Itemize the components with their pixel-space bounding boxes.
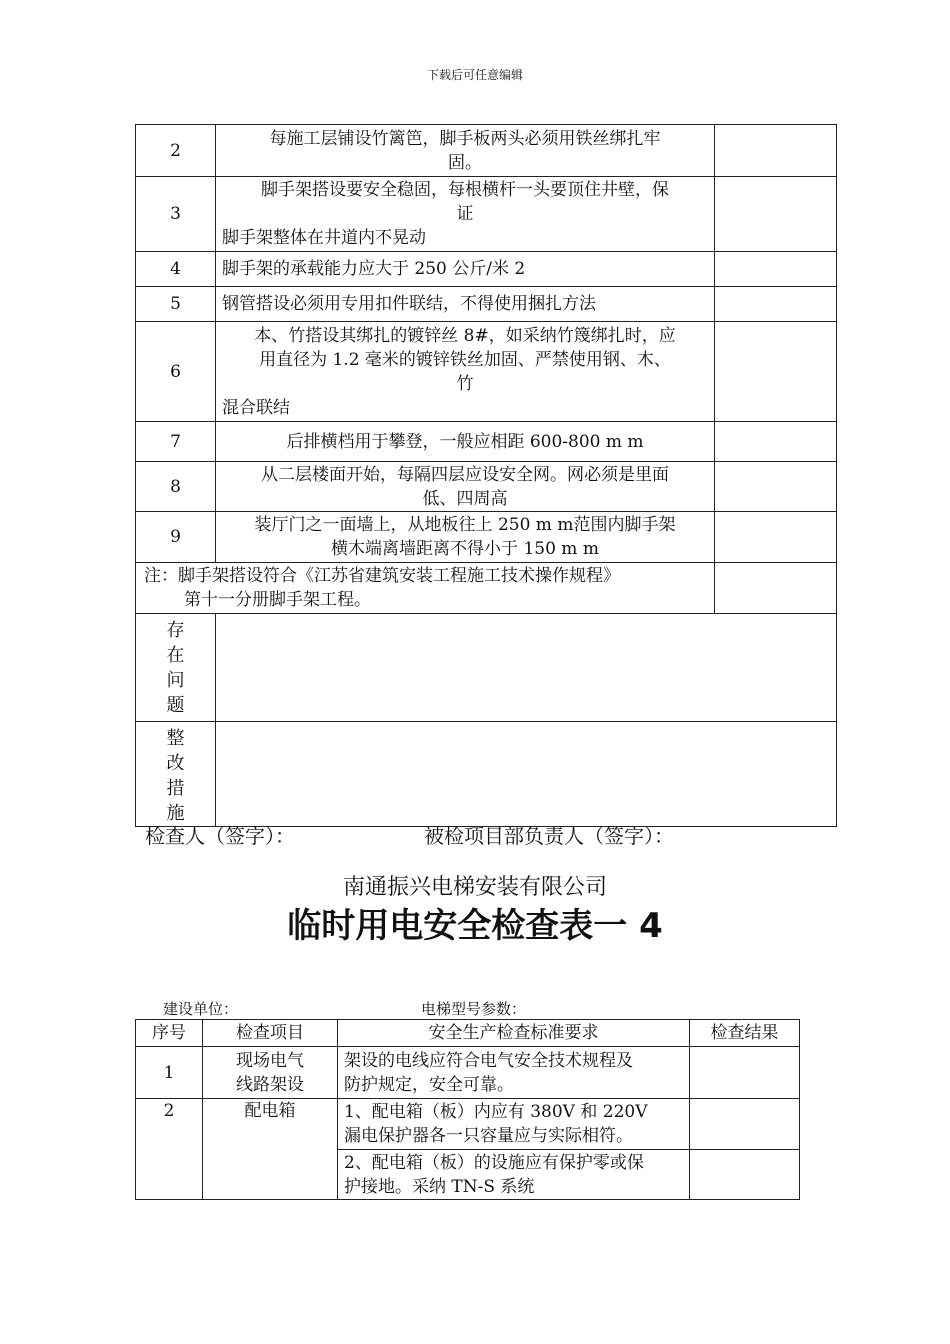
issues-label: 存 在 问 题	[136, 614, 216, 722]
row-number: 2	[136, 1099, 203, 1200]
table-row	[136, 462, 837, 512]
requirement-cell: 1、配电箱（板）内应有 380V 和 220V 漏电保护器各一只容量应与实际相符。	[338, 1099, 690, 1150]
table-row	[136, 1047, 800, 1099]
check-item: 现场电气 线路架设	[203, 1047, 338, 1099]
table-row	[136, 177, 837, 252]
table-row	[136, 287, 837, 322]
result-cell[interactable]	[715, 177, 837, 252]
measures-row	[136, 722, 837, 827]
elevator-model-label: 电梯型号参数：	[421, 1000, 527, 1018]
requirement-cell: 从二层楼面开始，每隔四层应设安全网。网必须是里面 低、四周高	[216, 462, 715, 512]
standard-note: 注：脚手架搭设符合《江苏省建筑安装工程施工技术操作规程》 第十一分册脚手架工程。	[136, 563, 715, 614]
inspector-signature-label: 检查人（签字）：	[145, 824, 295, 848]
result-cell[interactable]	[715, 462, 837, 512]
scaffold-checklist-table	[135, 124, 837, 827]
table-note-row	[136, 563, 837, 614]
result-cell[interactable]	[715, 563, 837, 614]
result-cell[interactable]	[690, 1099, 800, 1150]
requirement-cell: 后排横档用于攀登，一般应相距 600-800 m m	[216, 422, 715, 462]
header-item: 检查项目	[203, 1020, 338, 1047]
issues-row	[136, 614, 837, 722]
row-number: 2	[136, 125, 216, 177]
requirement-cell: 本、竹搭设其绑扎的镀锌丝 8#，如采纳竹篾绑扎时，应 用直径为 1.2 毫米的镀锌铁丝加固、严禁使用钢、木、 竹 混合联结	[216, 322, 715, 422]
result-cell[interactable]	[690, 1150, 800, 1200]
result-cell[interactable]	[715, 287, 837, 322]
row-number: 1	[136, 1047, 203, 1099]
row-number: 3	[136, 177, 216, 252]
check-item: 配电箱	[203, 1099, 338, 1200]
result-cell[interactable]	[715, 512, 837, 563]
requirement-cell: 2、配电箱（板）的设施应有保护零或保 护接地。采纳 TN-S 系统	[338, 1150, 690, 1200]
project-leader-signature-label: 被检项目部负责人（签字）：	[424, 824, 674, 848]
table-row	[136, 322, 837, 422]
table-row	[136, 1099, 800, 1150]
measures-field[interactable]	[216, 722, 837, 827]
header-requirement: 安全生产检查标准要求	[338, 1020, 690, 1047]
table-header-row	[136, 1020, 800, 1047]
measures-label: 整 改 措 施	[136, 722, 216, 827]
result-cell[interactable]	[690, 1047, 800, 1099]
table-row	[136, 512, 837, 563]
row-number: 9	[136, 512, 216, 563]
page-header: 下载后可任意编辑	[426, 68, 523, 82]
row-number: 7	[136, 422, 216, 462]
row-number: 4	[136, 252, 216, 287]
header-number: 序号	[136, 1020, 203, 1047]
electrical-checklist-table	[135, 1019, 800, 1200]
requirement-cell: 架设的电线应符合电气安全技术规程及 防护规定，安全可靠。	[338, 1047, 690, 1099]
construction-unit-label: 建设单位：	[163, 1000, 239, 1018]
table-row	[136, 252, 837, 287]
row-number: 8	[136, 462, 216, 512]
table-row	[136, 125, 837, 177]
requirement-cell: 装厅门之一面墙上，从地板往上 250 m m范围内脚手架 横木端离墙距离不得小于 150 m m	[216, 512, 715, 563]
requirement-cell: 钢管搭设必须用专用扣件联结，不得使用捆扎方法	[216, 287, 715, 322]
header-result: 检查结果	[690, 1020, 800, 1047]
requirement-cell: 脚手架搭设要安全稳固，每根横杆一头要顶住井壁，保 证 脚手架整体在井道内不晃动	[216, 177, 715, 252]
requirement-cell: 脚手架的承载能力应大于 250 公斤/米 2	[216, 252, 715, 287]
company-name: 南通振兴电梯安装有限公司	[342, 875, 607, 900]
page-title: 临时用电安全检查表一 4	[287, 906, 663, 946]
issues-field[interactable]	[216, 614, 837, 722]
result-cell[interactable]	[715, 422, 837, 462]
requirement-cell: 每施工层铺设竹篱笆，脚手板两头必须用铁丝绑扎牢 固。	[216, 125, 715, 177]
row-number: 5	[136, 287, 216, 322]
result-cell[interactable]	[715, 125, 837, 177]
result-cell[interactable]	[715, 252, 837, 287]
row-number: 6	[136, 322, 216, 422]
result-cell[interactable]	[715, 322, 837, 422]
table-row	[136, 422, 837, 462]
